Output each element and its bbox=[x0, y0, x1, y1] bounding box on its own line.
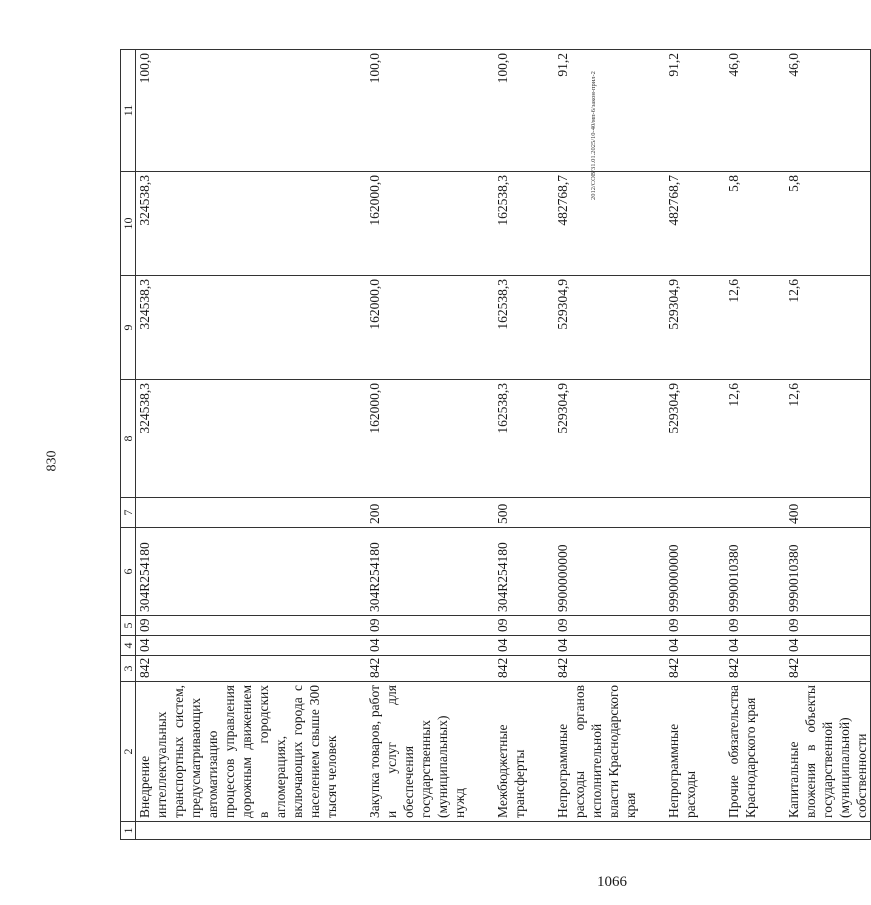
cell-c5: 09 bbox=[494, 616, 528, 636]
cell-c6: 304R254180 bbox=[366, 528, 468, 616]
cell-c4: 04 bbox=[494, 636, 528, 656]
table-row bbox=[554, 50, 639, 840]
spacer-cell bbox=[639, 498, 665, 528]
cell-c4: 04 bbox=[366, 636, 468, 656]
page-number-bottom: 1066 bbox=[597, 874, 627, 890]
row-spacer bbox=[468, 50, 494, 840]
cell-c11: 100,0 bbox=[136, 50, 341, 172]
cell-c3: 842 bbox=[725, 656, 759, 682]
cell-c9: 162000,0 bbox=[366, 276, 468, 380]
cell-c3: 842 bbox=[366, 656, 468, 682]
cell-c6: 9990000000 bbox=[665, 528, 699, 616]
spacer-cell bbox=[528, 656, 554, 682]
cell-c7: 400 bbox=[785, 498, 871, 528]
table-body bbox=[136, 50, 871, 840]
spacer-cell bbox=[639, 276, 665, 380]
cell-c11: 100,0 bbox=[494, 50, 528, 172]
spacer-cell bbox=[468, 822, 494, 840]
cell-c9: 529304,9 bbox=[665, 276, 699, 380]
cell-c3: 842 bbox=[136, 656, 341, 682]
spacer-cell bbox=[699, 380, 725, 498]
spacer-cell bbox=[528, 276, 554, 380]
column-header: 2 bbox=[121, 682, 136, 822]
spacer-cell bbox=[639, 616, 665, 636]
column-header: 6 bbox=[121, 528, 136, 616]
cell-c4: 04 bbox=[665, 636, 699, 656]
spacer-cell bbox=[468, 616, 494, 636]
cell-c3: 842 bbox=[785, 656, 871, 682]
spacer-cell bbox=[639, 682, 665, 822]
cell-col-1 bbox=[366, 822, 468, 840]
spacer-cell bbox=[699, 616, 725, 636]
cell-c2: Закупка товаров, работ и услуг для обеспечения государственных (муниципальных) нужд bbox=[366, 682, 468, 822]
spacer-cell bbox=[639, 50, 665, 172]
row-spacer bbox=[699, 50, 725, 840]
cell-c10: 324538,3 bbox=[136, 172, 341, 276]
row-spacer bbox=[528, 50, 554, 840]
spacer-cell bbox=[639, 822, 665, 840]
spacer-cell bbox=[639, 636, 665, 656]
spacer-cell bbox=[340, 656, 366, 682]
cell-c8: 324538,3 bbox=[136, 380, 341, 498]
cell-c6: 9990010380 bbox=[725, 528, 759, 616]
cell-col-1 bbox=[494, 822, 528, 840]
spacer-cell bbox=[528, 636, 554, 656]
cell-c10: 5,8 bbox=[785, 172, 871, 276]
spacer-cell bbox=[340, 528, 366, 616]
spacer-cell bbox=[699, 172, 725, 276]
spacer-cell bbox=[759, 380, 785, 498]
cell-c10: 5,8 bbox=[725, 172, 759, 276]
cell-c2: Прочие обязательства Краснодарского края bbox=[725, 682, 759, 822]
spacer-cell bbox=[699, 528, 725, 616]
spacer-cell bbox=[528, 50, 554, 172]
spacer-cell bbox=[340, 636, 366, 656]
cell-c9: 12,6 bbox=[785, 276, 871, 380]
spacer-cell bbox=[699, 656, 725, 682]
spacer-cell bbox=[699, 276, 725, 380]
spacer-cell bbox=[639, 528, 665, 616]
spacer-cell bbox=[699, 822, 725, 840]
spacer-cell bbox=[340, 172, 366, 276]
spacer-cell bbox=[528, 172, 554, 276]
cell-c9: 12,6 bbox=[725, 276, 759, 380]
document-stamp-text: 2012/СОВ/31.01.2025/10-40/мп-6/закон-прил-2 bbox=[590, 71, 597, 200]
spacer-cell bbox=[759, 50, 785, 172]
spacer-cell bbox=[468, 50, 494, 172]
spacer-cell bbox=[468, 172, 494, 276]
cell-c6: 9990010380 bbox=[785, 528, 871, 616]
spacer-cell bbox=[699, 50, 725, 172]
row-spacer bbox=[639, 50, 665, 840]
cell-c2: Непрограммные расходы органов исполнительной власти Краснодарского края bbox=[554, 682, 639, 822]
spacer-cell bbox=[468, 498, 494, 528]
table-row bbox=[725, 50, 759, 840]
page-number-top: 830 bbox=[44, 450, 60, 472]
row-spacer bbox=[759, 50, 785, 840]
spacer-cell bbox=[759, 498, 785, 528]
spacer-cell bbox=[528, 380, 554, 498]
spacer-cell bbox=[759, 822, 785, 840]
cell-c8: 529304,9 bbox=[554, 380, 639, 498]
spacer-cell bbox=[528, 616, 554, 636]
spacer-cell bbox=[759, 276, 785, 380]
column-header: 9 bbox=[121, 276, 136, 380]
cell-c2: Капитальные вложения в объекты государственной (муниципальной) собственности bbox=[785, 682, 871, 822]
cell-c10: 482768,7 bbox=[554, 172, 639, 276]
cell-c11: 46,0 bbox=[785, 50, 871, 172]
spacer-cell bbox=[759, 172, 785, 276]
cell-c8: 529304,9 bbox=[665, 380, 699, 498]
spacer-cell bbox=[468, 636, 494, 656]
spacer-cell bbox=[340, 498, 366, 528]
budget-table bbox=[120, 49, 871, 840]
spacer-cell bbox=[340, 276, 366, 380]
cell-c10: 482768,7 bbox=[665, 172, 699, 276]
cell-c3: 842 bbox=[665, 656, 699, 682]
spacer-cell bbox=[639, 172, 665, 276]
spacer-cell bbox=[468, 682, 494, 822]
cell-c6: 304R254180 bbox=[136, 528, 341, 616]
spacer-cell bbox=[468, 276, 494, 380]
column-header: 11 bbox=[121, 50, 136, 172]
cell-col-1 bbox=[665, 822, 699, 840]
spacer-cell bbox=[699, 682, 725, 822]
cell-c2: Внедрение интеллектуальных транспортных систем, предусматривающих автоматизацию процессов управления дорожным движением в городских агломерациях, включающих города с населением свыше 300 тысяч человек bbox=[136, 682, 341, 822]
spacer-cell bbox=[528, 682, 554, 822]
cell-c7 bbox=[725, 498, 759, 528]
cell-c11: 91,2 bbox=[665, 50, 699, 172]
cell-col-1 bbox=[725, 822, 759, 840]
spacer-cell bbox=[340, 50, 366, 172]
column-header-row bbox=[121, 50, 136, 840]
cell-c5: 09 bbox=[665, 616, 699, 636]
column-header: 3 bbox=[121, 656, 136, 682]
column-header: 8 bbox=[121, 380, 136, 498]
column-header: 1 bbox=[121, 822, 136, 840]
cell-c9: 529304,9 bbox=[554, 276, 639, 380]
spacer-cell bbox=[759, 682, 785, 822]
cell-c5: 09 bbox=[366, 616, 468, 636]
table-row bbox=[136, 50, 341, 840]
table-row bbox=[665, 50, 699, 840]
cell-c8: 162538,3 bbox=[494, 380, 528, 498]
column-header: 10 bbox=[121, 172, 136, 276]
column-header: 5 bbox=[121, 616, 136, 636]
spacer-cell bbox=[468, 656, 494, 682]
spacer-cell bbox=[340, 682, 366, 822]
cell-c3: 842 bbox=[554, 656, 639, 682]
spacer-cell bbox=[340, 616, 366, 636]
table-row bbox=[366, 50, 468, 840]
cell-c3: 842 bbox=[494, 656, 528, 682]
cell-c10: 162538,3 bbox=[494, 172, 528, 276]
cell-c7: 500 bbox=[494, 498, 528, 528]
cell-c5: 09 bbox=[725, 616, 759, 636]
row-spacer bbox=[340, 50, 366, 840]
spacer-cell bbox=[468, 528, 494, 616]
spacer-cell bbox=[528, 822, 554, 840]
cell-c7: 200 bbox=[366, 498, 468, 528]
cell-c7 bbox=[136, 498, 341, 528]
cell-c7 bbox=[665, 498, 699, 528]
spacer-cell bbox=[528, 498, 554, 528]
table-row bbox=[494, 50, 528, 840]
rotated-table-page bbox=[120, 50, 869, 840]
spacer-cell bbox=[340, 822, 366, 840]
spacer-cell bbox=[468, 380, 494, 498]
cell-c8: 12,6 bbox=[785, 380, 871, 498]
table-row bbox=[785, 50, 871, 840]
spacer-cell bbox=[759, 616, 785, 636]
cell-c10: 162000,0 bbox=[366, 172, 468, 276]
cell-c11: 91,2 bbox=[554, 50, 639, 172]
cell-c6: 9900000000 bbox=[554, 528, 639, 616]
column-header: 4 bbox=[121, 636, 136, 656]
cell-c9: 324538,3 bbox=[136, 276, 341, 380]
cell-c4: 04 bbox=[725, 636, 759, 656]
cell-c4: 04 bbox=[136, 636, 341, 656]
spacer-cell bbox=[759, 528, 785, 616]
cell-c4: 04 bbox=[554, 636, 639, 656]
cell-c2: Межбюджетные трансферты bbox=[494, 682, 528, 822]
cell-c11: 100,0 bbox=[366, 50, 468, 172]
cell-c8: 162000,0 bbox=[366, 380, 468, 498]
cell-c9: 162538,3 bbox=[494, 276, 528, 380]
cell-c6: 304R254180 bbox=[494, 528, 528, 616]
cell-c7 bbox=[554, 498, 639, 528]
cell-c5: 09 bbox=[554, 616, 639, 636]
cell-c4: 04 bbox=[785, 636, 871, 656]
cell-col-1 bbox=[785, 822, 871, 840]
spacer-cell bbox=[699, 498, 725, 528]
cell-c2: Непрограммные расходы bbox=[665, 682, 699, 822]
cell-c8: 12,6 bbox=[725, 380, 759, 498]
spacer-cell bbox=[340, 380, 366, 498]
cell-col-1 bbox=[136, 822, 341, 840]
column-header: 7 bbox=[121, 498, 136, 528]
spacer-cell bbox=[639, 380, 665, 498]
spacer-cell bbox=[639, 656, 665, 682]
spacer-cell bbox=[699, 636, 725, 656]
cell-c5: 09 bbox=[136, 616, 341, 636]
spacer-cell bbox=[528, 528, 554, 616]
cell-c5: 09 bbox=[785, 616, 871, 636]
spacer-cell bbox=[759, 636, 785, 656]
cell-col-1 bbox=[554, 822, 639, 840]
spacer-cell bbox=[759, 656, 785, 682]
cell-c11: 46,0 bbox=[725, 50, 759, 172]
